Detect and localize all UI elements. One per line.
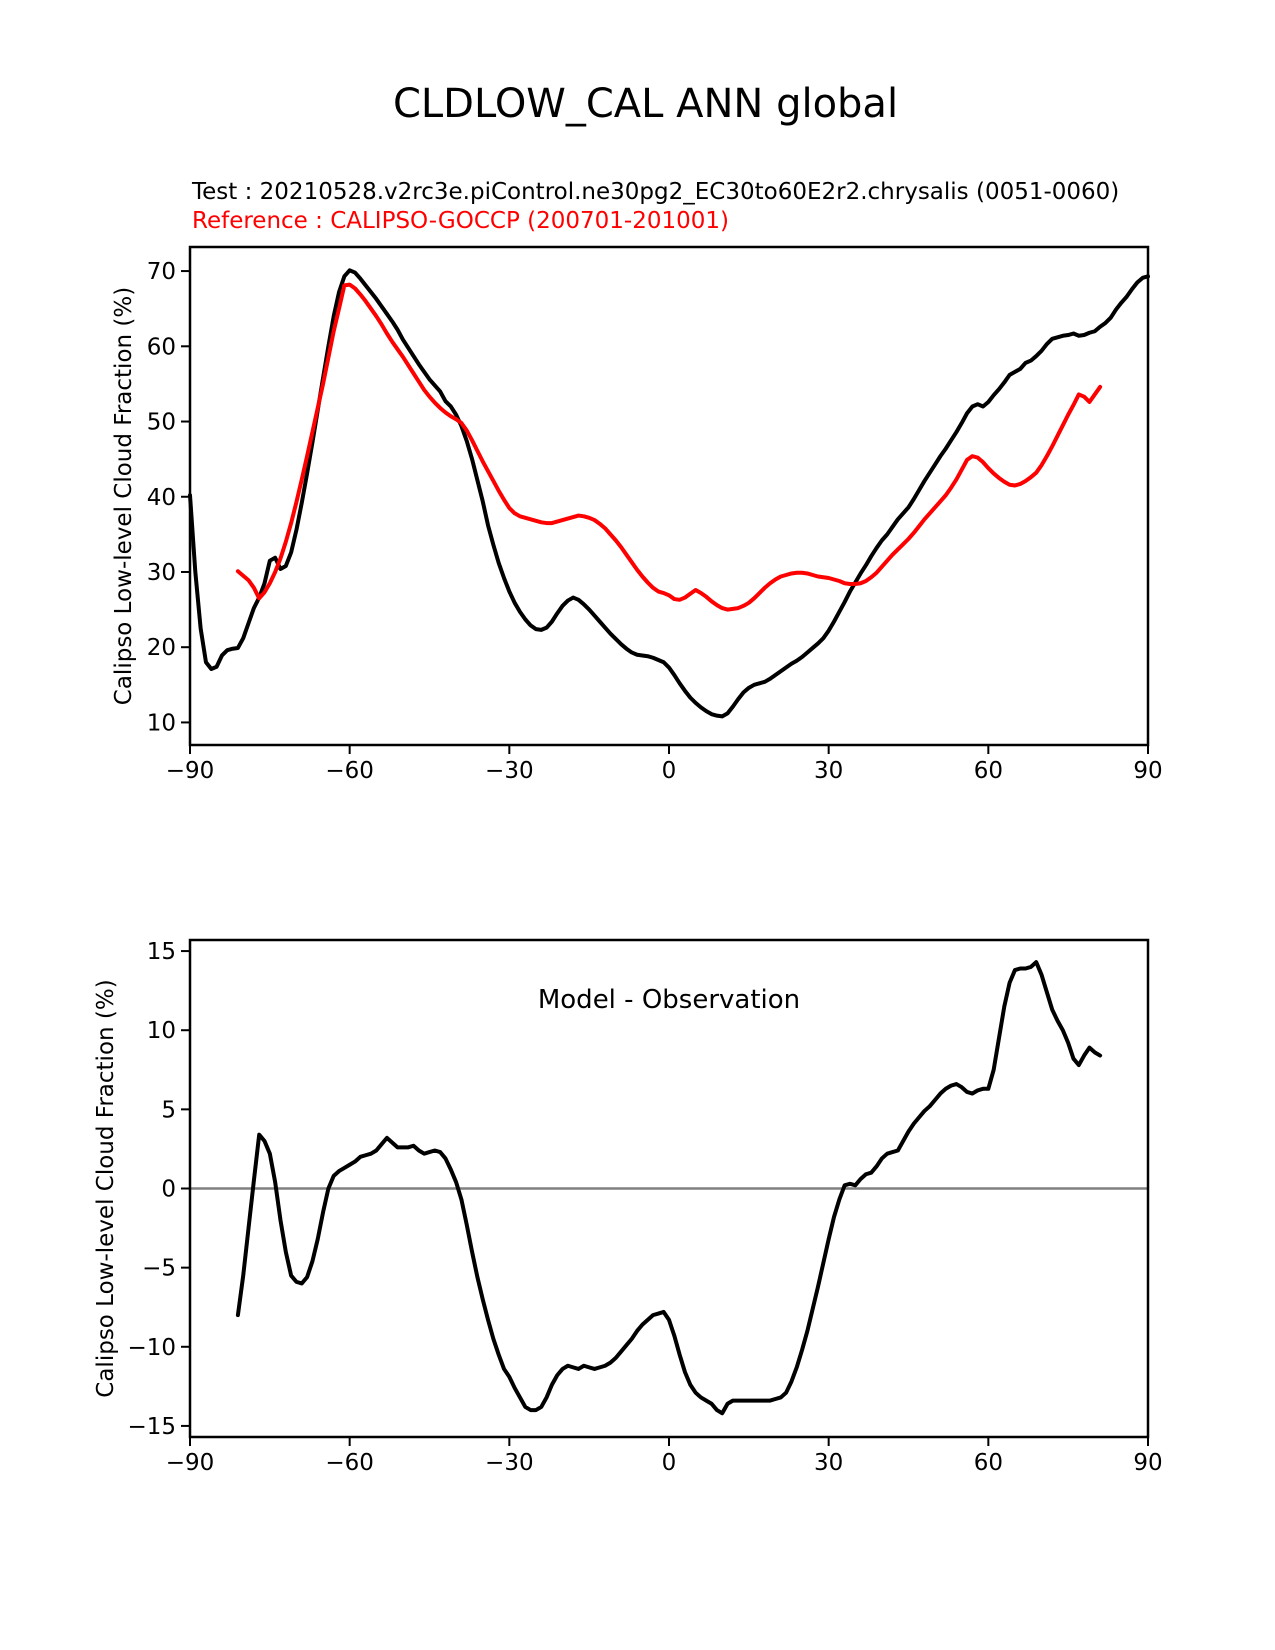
bottom-chart xyxy=(93,939,1163,1476)
y-tick-label: 30 xyxy=(146,559,176,586)
y-tick-label: −5 xyxy=(142,1255,176,1282)
y-tick-label: −10 xyxy=(127,1334,176,1361)
x-tick-label: 90 xyxy=(1133,758,1163,784)
test-subtitle: Test : 20210528.v2rc3e.piControl.ne30pg2_EC30to60E2r2.chrysalis (0051-0060) xyxy=(192,179,1120,205)
reference-subtitle: Reference : CALIPSO-GOCCP (200701-201001) xyxy=(192,208,730,234)
y-tick-label: 40 xyxy=(146,484,176,511)
x-tick-label: 30 xyxy=(814,758,844,784)
x-tick-label: 60 xyxy=(973,758,1003,784)
top-chart xyxy=(111,247,1163,784)
series-line-1 xyxy=(238,285,1100,610)
x-tick-label: 0 xyxy=(661,758,677,784)
y-tick-label: 20 xyxy=(146,635,176,662)
x-tick-label: 30 xyxy=(814,1450,844,1476)
chart-title: Model - Observation xyxy=(537,985,801,1015)
x-tick-label: −90 xyxy=(165,1450,215,1476)
y-tick-label: −15 xyxy=(127,1413,176,1440)
y-axis-label: Calipso Low-level Cloud Fraction (%) xyxy=(111,286,137,706)
y-tick-label: 60 xyxy=(146,334,176,361)
y-tick-label: 70 xyxy=(146,259,176,286)
y-tick-label: 10 xyxy=(146,710,176,737)
x-tick-label: −90 xyxy=(165,758,215,784)
y-tick-label: 15 xyxy=(146,939,176,966)
figure-title: CLDLOW_CAL ANN global xyxy=(392,81,899,127)
x-tick-label: −60 xyxy=(325,758,374,784)
y-tick-label: 10 xyxy=(146,1018,176,1045)
y-tick-label: 5 xyxy=(161,1097,176,1124)
x-tick-label: −60 xyxy=(325,1450,374,1476)
x-tick-label: 0 xyxy=(661,1450,677,1476)
x-tick-label: −30 xyxy=(485,1450,534,1476)
y-tick-label: 50 xyxy=(146,409,176,436)
x-tick-label: 90 xyxy=(1133,1450,1163,1476)
y-tick-label: 0 xyxy=(161,1176,176,1203)
x-tick-label: 60 xyxy=(973,1450,1003,1476)
y-axis-label: Calipso Low-level Cloud Fraction (%) xyxy=(93,979,119,1398)
x-tick-label: −30 xyxy=(485,758,534,784)
